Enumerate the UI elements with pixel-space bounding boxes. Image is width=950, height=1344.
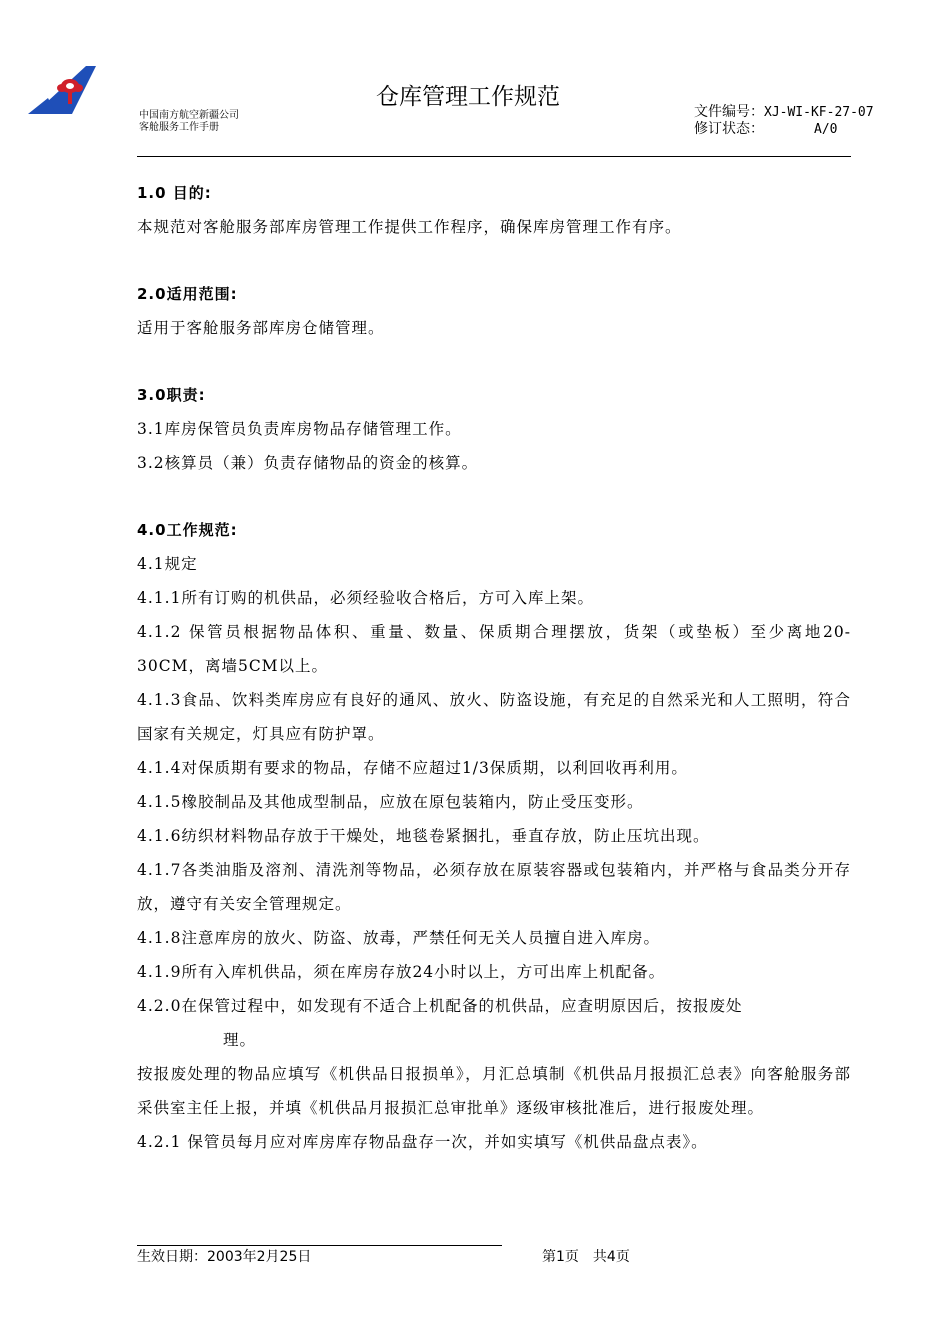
company-logo-icon: [26, 64, 98, 116]
section-2-heading: 2.0适用范围:: [137, 285, 238, 303]
section-4-1-6: 4.1.6纺织材料物品存放于干燥处，地毯卷紧捆扎，垂直存放，防止压坑出现。: [137, 827, 710, 845]
document-meta: [694, 104, 874, 138]
section-4-1-9: 4.1.9所有入库机供品，须在库房存放24小时以上，方可出库上机配备。: [137, 963, 666, 981]
section-4-1-4: 4.1.4对保质期有要求的物品，存储不应超过1/3保质期，以利回收再利用。: [137, 759, 688, 777]
company-name: [139, 110, 239, 134]
section-4-1-3: 4.1.3食品、饮料类库房应有良好的通风、放火、防盗设施，有充足的自然采光和人工照明，符合国家有关规定，灯具应有防护罩。: [137, 691, 851, 743]
revision-row: [694, 121, 874, 138]
section-3-1: 3.1库房保管员负责库房物品存储管理工作。: [137, 420, 462, 438]
revision-value: A/0: [814, 122, 838, 137]
page-info: 第1页 共4页: [542, 1249, 630, 1265]
section-4-1-5: 4.1.5橡胶制品及其他成型制品，应放在原包装箱内，防止受压变形。: [137, 793, 644, 811]
section-4-1: 4.1规定: [137, 555, 198, 573]
section-4-heading: 4.0工作规范:: [137, 521, 238, 539]
doc-number-value: XJ-WI-KF-27-07: [764, 105, 874, 120]
section-4-1-1: 4.1.1所有订购的机供品，必须经验收合格后，方可入库上架。: [137, 589, 594, 607]
effective-date: 生效日期：2003年2月25日: [137, 1249, 312, 1265]
footer-divider: [137, 1245, 502, 1246]
revision-label: 修订状态：: [694, 121, 764, 137]
section-4-1-8: 4.1.8注意库房的放火、防盗、放毒，严禁任何无关人员擅自进入库房。: [137, 929, 660, 947]
section-4-2-0-paragraph: 按报废处理的物品应填写《机供品日报损单》，月汇总填制《机供品月报损汇总表》向客舱服务部采供室主任上报，并填《机供品月报损汇总审批单》逐级审核批准后，进行报废处理。: [137, 1065, 851, 1117]
header-divider: [137, 156, 851, 157]
section-4-1-7: 4.1.7各类油脂及溶剂、清洗剂等物品，必须存放在原装容器或包装箱内，并严格与食品类分开存放，遵守有关安全管理规定。: [137, 861, 851, 913]
section-3-heading: 3.0职责:: [137, 386, 206, 404]
doc-number-row: [694, 104, 874, 121]
document-body: [137, 176, 851, 1159]
doc-number-label: 文件编号：: [694, 104, 764, 120]
document-title: 仓库管理工作规范: [376, 84, 560, 110]
section-1-body: 本规范对客舱服务部库房管理工作提供工作程序，确保库房管理工作有序。: [137, 218, 682, 236]
section-3-2: 3.2核算员（兼）负责存储物品的资金的核算。: [137, 454, 479, 472]
section-4-2-1: 4.2.1 保管员每月应对库房库存物品盘存一次，并如实填写《机供品盘点表》。: [137, 1133, 708, 1151]
company-line-2: 客舱服务工作手册: [139, 122, 219, 133]
section-4-2-0-line-2: 理。: [223, 1031, 257, 1049]
section-1-heading: 1.0 目的:: [137, 184, 212, 202]
section-2-body: 适用于客舱服务部库房仓储管理。: [137, 319, 385, 337]
section-4-2-0-line-1: 4.2.0在保管过程中，如发现有不适合上机配备的机供品，应查明原因后，按报废处: [137, 997, 743, 1015]
company-line-1: 中国南方航空新疆公司: [139, 110, 239, 121]
section-4-1-2: 4.1.2 保管员根据物品体积、重量、数量、保质期合理摆放，货架（或垫板）至少离地20-30CM，离墙5CM以上。: [137, 623, 851, 675]
